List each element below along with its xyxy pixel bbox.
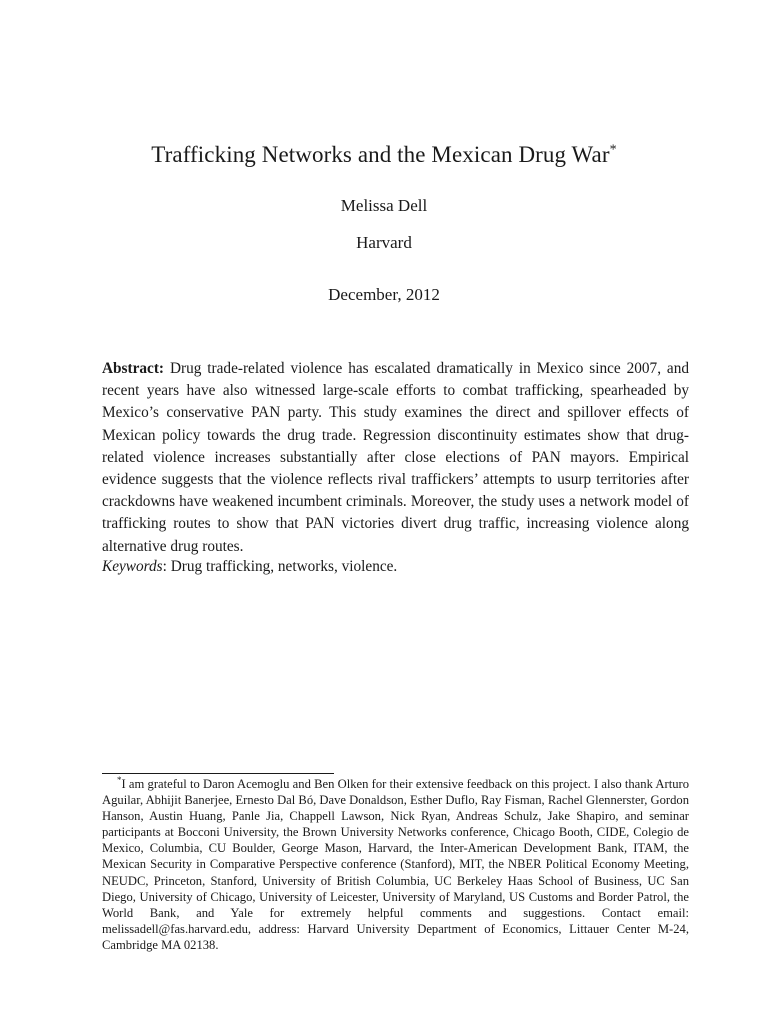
keywords <box>102 556 689 578</box>
paper-title <box>0 142 768 168</box>
title-text: Trafficking Networks and the Mexican Drug War <box>151 142 610 167</box>
author-name: Melissa Dell <box>340 196 428 215</box>
footnote-mark: * <box>117 774 122 785</box>
footnote <box>102 776 689 953</box>
title-footnote-mark: * <box>609 142 617 158</box>
paper-date: December, 2012 <box>328 285 440 304</box>
keywords-label: Keywords <box>102 558 163 575</box>
abstract-label: Abstract: <box>102 360 165 377</box>
footnote-text: I am grateful to Daron Acemoglu and Ben Olken for their extensive feedback on this project. I also thank Arturo Aguilar, Abhijit Banerjee, Ernesto Dal Bó, Dave Donaldson, Esther Duflo, Ray Fisman, Rachel Glennerster, Gordon Hanson, Austin Huang, Panle Jia, Chappell Lawson, Nick Ryan, Andreas Schulz, Jake Shapiro, and seminar participants at Bocconi University, the Brown University Networks conference, Chicago Booth, CIDE, Colegio de Mexico, Columbia, CU Boulder, George Mason, Harvard, the Inter-American Development Bank, ITAM, the Mexican Security in Comparative Perspective conference (Stanford), MIT, the NBER Political Economy Meeting, NEUDC, Princeton, Stanford, University of British Columbia, UC Berkeley Haas School of Business, UC San Diego, University of Chicago, University of Leicester, University of Maryland, US Customs and Border Patrol, the World Bank, and Yale for extremely helpful comments and suggestions. Contact email: melissadell@fas.harvard.edu, address: Harvard University Department of Economics, Littauer Center M-24, Cambridge MA 02138. <box>102 777 689 952</box>
author-affiliation: Harvard <box>356 233 412 252</box>
footnote-rule <box>102 773 334 774</box>
abstract-text: Drug trade-related violence has escalated dramatically in Mexico since 2007, and recent years have also witnessed large-scale efforts to combat trafficking, spearheaded by Mexico’s conservative PAN party. This study examines the direct and spillover effects of Mexican policy towards the drug trade. Regression discontinuity estimates show that drug-related violence increases substantially after close elections of PAN mayors. Empirical evidence suggests that the violence reflects rival traffickers’ attempts to usurp territories after crackdowns have weakened incumbent criminals. Moreover, the study uses a network model of trafficking routes to show that PAN victories divert drug traffic, increasing violence along alternative drug routes. <box>102 360 690 555</box>
keywords-text: : Drug trafficking, networks, violence. <box>162 558 398 575</box>
abstract <box>102 358 689 558</box>
